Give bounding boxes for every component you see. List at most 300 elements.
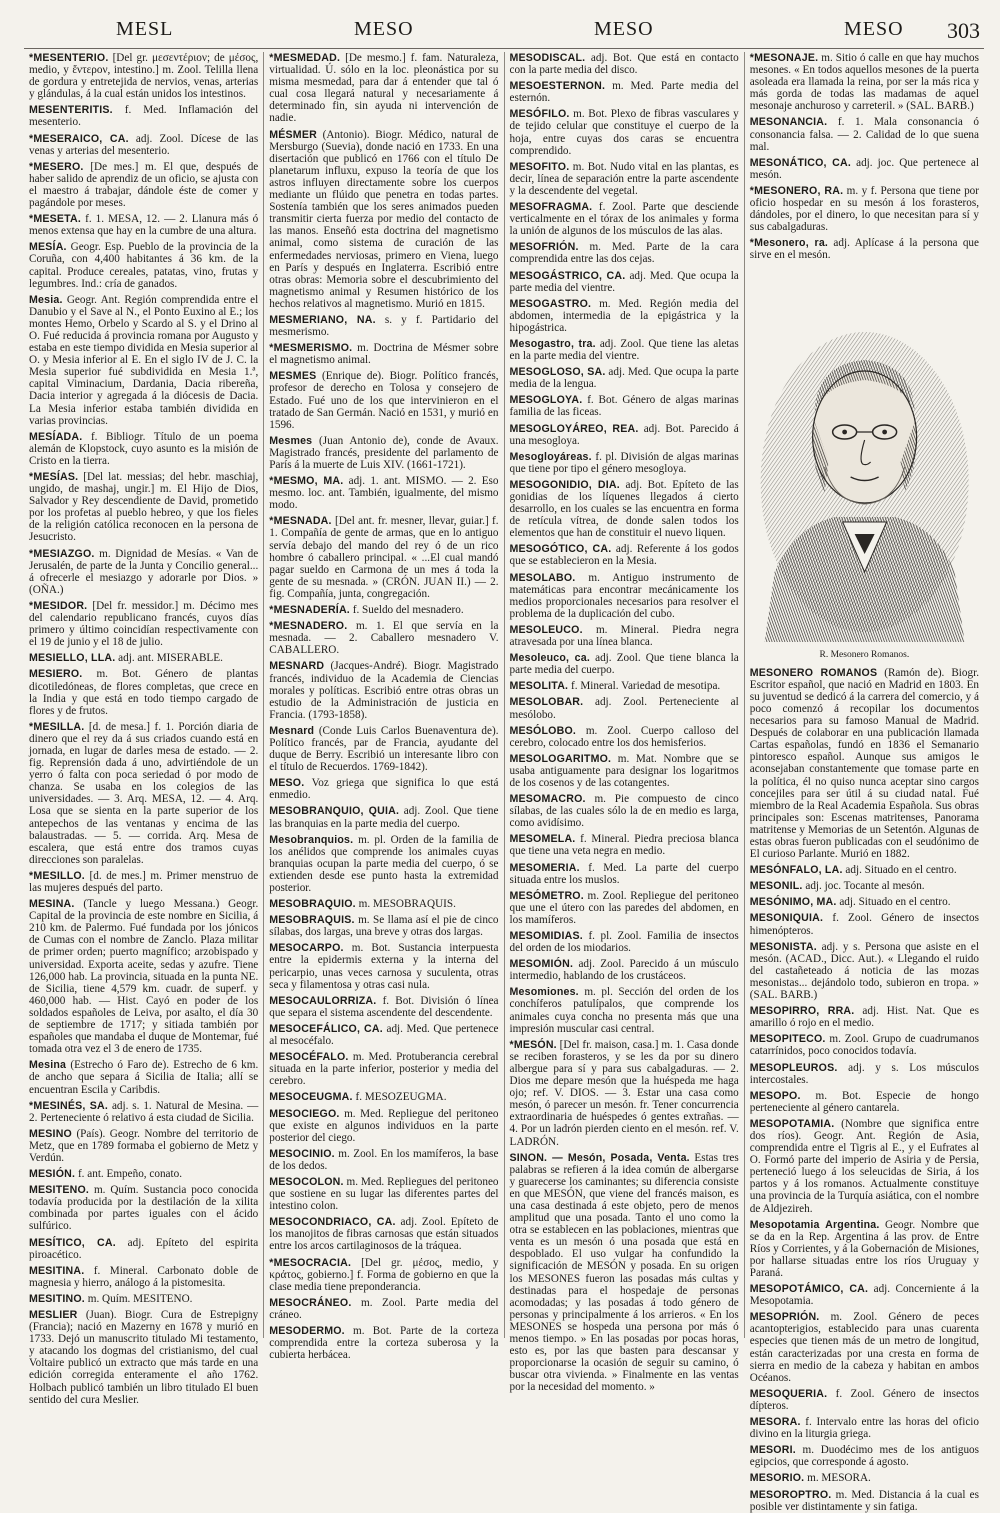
entry-headword: MESINA. (29, 898, 75, 911)
entry-definition: m. Mat. Nombre que se usaba antiguamente para designar los logaritmos de los cosenos y de las cotangentes. (509, 752, 739, 789)
entry-definition: m. Med. Región media del abdomen, intermedia de la epigástrica y la hipogástrica. (509, 297, 739, 334)
entry-headword: MESOPOTAMIA. (749, 1117, 835, 1130)
entry-definition: [d. de mesa.] f. 1. Porción diaria de dinero que el rey da á sus criados cuando está en jornada, en lugar de darles mesa de estado. — 2. fig. Reprensión dada á uno, advirtiéndole de un yerro ó falta con poca seriedad ó por modo de chanza. Se usaba en los colegios de las universidades. — 3. Arq. MESA, 12. — 4. Arq. Losa que se sienta en la parte superior de los antepechos de las ventanas y encima de las balaustradas. — 5. — corrida. Arq. Mesa de escalera, que está entre dos tramos cuyas direcciones son paralelas. (29, 720, 259, 866)
entry-definition: f. MESOZEUGMA. (355, 1091, 447, 1104)
entry-definition: f. ant. Empeño, conato. (77, 1168, 183, 1181)
dictionary-entry (510, 833, 739, 857)
entry-definition: m. Bot. Género de plantas dicotiledóneas, de flores completas, que crece en la India y que está en todo tiempo cargado de flores y de frutos. (29, 668, 259, 717)
page-number: 303 (947, 18, 980, 43)
dictionary-entry (269, 1176, 498, 1212)
dictionary-entry (750, 912, 979, 936)
entry-definition: m. Med. Repliegue del peritoneo que existe en algunos individuos en la parte posterior del ciego. (269, 1107, 499, 1144)
entry-definition: [Del gr. μέσος, medio, y κράτος, gobierno.] f. Forma de gobierno en que la clase media tiene preponderancia. (269, 1256, 499, 1293)
entry-headword: MESOMIDIAS. (509, 930, 583, 942)
dictionary-entry (510, 394, 739, 418)
entry-definition: m. Quím. MESITENO. (87, 1292, 193, 1305)
entry-definition: adj. Zool. Epíteto de los manojitos de fibras carnosas que están situados entre los arcos cartilaginosos de la tráquea. (269, 1216, 499, 1253)
dictionary-entry (750, 237, 979, 261)
dictionary-entry (269, 620, 498, 656)
dictionary-entry (269, 1216, 498, 1252)
entry-headword: MESOCONDRIACO, CA. (269, 1216, 396, 1229)
entry-headword: MESORI. (749, 1444, 796, 1457)
entry-definition: m. Zool. Género de peces acantopterigios, establecido para unas cuarenta especies que tienen más de un metro de longitud, están caracterizadas por una cresta en forma de sierra en medio de la cabeza y habitan en ambos Océanos. (749, 1311, 979, 1384)
entry-definition: m. Bot. Sustancia interpuesta entre la epidermis externa y la interna del pericarpio, unas veces carnosa y suculenta, otras seca y filamentosa y otras casi nula. (269, 942, 499, 991)
entry-headword: MESOGLOYA. (509, 394, 583, 407)
entry-headword: MESONÁTICO, CA. (749, 156, 851, 169)
dictionary-entry (269, 995, 498, 1019)
entry-definition: m. Sitio ó calle en que hay muchos mesones. « En todos aquellos mesones de la puerta asoleada era llamada la reina, por ser la más rica y más gorda de todas las madamas de aquel mesonaje anchuroso y carreteril. » (SAL. BARB.) (749, 52, 980, 113)
entry-headword: MÉSMER (269, 128, 317, 141)
dictionary-entry (29, 213, 258, 237)
entry-headword: MESONANCIA. (749, 116, 828, 129)
dictionary-entry (750, 1444, 979, 1468)
entry-headword: Mesogastro, tra. (509, 337, 596, 350)
dictionary-entry (510, 241, 739, 265)
text-columns (24, 52, 984, 1513)
entry-headword: *MESETA. (29, 213, 82, 226)
dictionary-entry (750, 941, 979, 1001)
entry-headword: *MESONERO, RA. (749, 184, 844, 197)
dictionary-entry (510, 652, 739, 676)
entry-headword: MESOPIRRO, RRA. (749, 1005, 855, 1018)
entry-definition: m. 1. El que servía en la mesnada. — 2. Caballero mesnadero V. CABALLERO. (269, 620, 499, 657)
entry-definition: m. MESORA. (807, 1472, 871, 1485)
entry-headword: MESONERO ROMANOS (749, 666, 878, 679)
dictionary-entry (29, 241, 258, 289)
entry-definition: m. pl. Orden de la familia de los anélidos que comprende los animales cuyas branquias ocupan la parte media del cuerpo, ó se extienden desde ese punto hasta la extremidad posterior. (269, 833, 499, 894)
entry-definition: adj. Bot. Parecido á una mesogloya. (509, 422, 739, 447)
dictionary-entry (510, 793, 739, 829)
entry-definition: adj. Concerniente á la Mesopotamia. (749, 1283, 979, 1308)
dictionary-entry (29, 133, 258, 157)
entry-headword: MESOCÉFALO. (269, 1051, 349, 1064)
dictionary-entry (510, 451, 739, 475)
guide-word-right: MESO (844, 18, 904, 40)
dictionary-entry (510, 986, 739, 1034)
dictionary-entry (750, 1416, 979, 1440)
entry-definition: adj. y s. Los músculos intercostales. (749, 1061, 979, 1086)
entry-headword: MESO. (269, 777, 305, 790)
entry-headword: *MESERO. (29, 160, 84, 173)
entry-definition: Geogr. Ant. Región comprendida entre el Danubio y el Save al N., el Ponto Euxino al E.; los montes Hemo, Orbelo y Scardo al S. y el Drino al O. Fué reducida á provincia romana por Augusto y estaba en este tiempo dividida en Mesia superior al O. y Mesia inferior al E. En el siglo IV de J. C. la Mesia superior fué subdividida en Mesia 1.ª, capital Viminacium, Dardania, Dacia ribereña, Dacia interior y agregada á la diócesis de Dacia. La Mesia inferior estaba también dividida en varias provincias. (29, 293, 259, 427)
entry-headword: *MESIDOR. (29, 599, 88, 612)
entry-definition: m. Se llama así el pie de cinco sílabas, dos largas, una breve y otras dos largas. (269, 914, 499, 939)
dictionary-entry (750, 1489, 979, 1513)
entry-definition: m. MESOBRAQUIS. (358, 898, 456, 911)
entry-headword: MESOBRAQUIS. (269, 914, 355, 927)
dictionary-entry (510, 543, 739, 567)
entry-definition: Geogr. Nombre que se da en la Rep. Argentina á las prov. de Entre Ríos y Corrientes, y á la Gobernación de Misiones, por hallarse situadas entre los ríos Uruguay y Paraná. (749, 1218, 979, 1279)
entry-headword: MESOGÁSTRICO, CA. (509, 269, 626, 282)
dictionary-entry (510, 725, 739, 749)
dictionary-entry (750, 667, 979, 861)
dictionary-entry (750, 1062, 979, 1086)
entry-definition: adj. ant. MISERABLE. (118, 652, 223, 665)
guide-word-left: MESL (116, 18, 174, 40)
entry-definition: m. Med. Parte de la cara comprendida entre las dos cejas. (509, 241, 739, 266)
dictionary-entry (510, 270, 739, 294)
entry-headword: *MESÍAS. (29, 471, 79, 483)
dictionary-entry (29, 294, 258, 427)
entry-definition: f. Bot. Género de algas marinas familia de las ficeas. (509, 394, 739, 419)
entry-definition: f. Med. Inflamación del mesenterio. (29, 104, 259, 129)
entry-headword: MESOCEUGMA. (269, 1091, 353, 1104)
page-header (24, 0, 984, 49)
entry-headword: MESOLABO. (509, 571, 576, 584)
dictionary-entry (29, 104, 258, 128)
entry-headword: MESOCEFÁLICO, CA. (269, 1022, 383, 1035)
entry-definition: f. Intervalo entre las horas del oficio divino en la liturgia griega. (749, 1416, 980, 1441)
entry-definition: m. Zool. En los mamíferos, la base de los dedos. (269, 1147, 499, 1172)
dictionary-entry (29, 1100, 258, 1124)
entry-definition: (País). Geogr. Nombre del territorio de Metz, que en 1789 formaba el gobierno de Metz y Verdún. (29, 1127, 259, 1164)
entry-headword: MESOCRÁNEO. (269, 1296, 352, 1309)
entry-definition: adj. Zool. Que tiene blanca la parte media del cuerpo. (509, 652, 739, 677)
dictionary-entry (750, 1118, 979, 1215)
entry-headword: MESOQUERIA. (749, 1387, 828, 1400)
dictionary-entry (269, 604, 498, 616)
entry-headword: MESONIQUIA. (749, 912, 824, 925)
entry-headword: MESÓFILO. (509, 108, 570, 121)
dictionary-entry (269, 898, 498, 910)
entry-headword: MESODISCAL. (509, 52, 586, 64)
dictionary-entry (510, 958, 739, 982)
dictionary-entry (29, 1309, 258, 1406)
entry-definition: m. Pie compuesto de cinco sílabas, de las cuales sólo la de en medio es larga, como avidísimo. (509, 793, 739, 830)
entry-definition: m. Bot. Plexo de fibras vasculares y de tejido celular que constituye el cuerpo de la hoja, entre cuyas dos caras se encuentra comprendido. (509, 108, 739, 157)
entry-headword: MESOGONIDIO, DIA. (509, 478, 620, 491)
entry-definition: (Jacques-André). Biogr. Magistrado francés, individuo de la Academia de Ciencias morales y políticas. Escribió entre otras obras un estudio de la Administración de justicia en Francia. (1793-1858). (269, 660, 499, 721)
entry-headword: MESÍA. (29, 241, 67, 254)
entry-definition: adj. Med. Que pertenece al mesocéfalo. (269, 1022, 499, 1048)
entry-headword: *MESINÉS, SA. (29, 1099, 109, 1112)
dictionary-entry (29, 652, 258, 664)
dictionary-entry (750, 157, 979, 181)
dictionary-entry (269, 1108, 498, 1144)
entry-definition: m. Quím. Sustancia poco conocida todavía producida por la destilación de la xilita combinada por partes iguales con el ácido sulfúrico. (29, 1184, 259, 1233)
entry-headword: MESENTERITIS. (29, 104, 113, 117)
dictionary-entry (269, 129, 498, 310)
entry-headword: MESOLOBAR. (509, 696, 584, 709)
dictionary-entry (269, 1051, 498, 1087)
entry-definition: m. Zool. Repliegue del peritoneo que une el útero con las paredes del abdomen, en los mamíferos. (509, 889, 739, 926)
entry-definition: m. Zool. Grupo de cuadrumanos catarrínidos, poco conocidos todavía. (749, 1033, 980, 1058)
entry-headword: MESONIL. (749, 880, 803, 893)
dictionary-entry (750, 1090, 979, 1114)
entry-definition: [Del lat. messias; del hebr. maschiaj, ungido, de mashaj, ungir.] m. El Hijo de Dios, Salvador y Rey descendiente de David, prometido por los profetas al pueblo hebreo, y que los fieles de la religión católica reconocen en la persona de Jesucristo. (29, 471, 259, 544)
entry-headword: Mesoleuco, ca. (509, 652, 590, 665)
entry-definition: [Del ant. fr. mesner, llevar, guiar.] f. 1. Compañía de gente de armas, que en lo antiguo servía debajo del mando del rey ó de un rico hombre ó caballero principal. « ...El cual mandó pagar sueldo en Carmona de un mes á toda la gente de su mesnada. » (CRÓN. JUAN II.) — 2. fig. Compañía, junta, congregación. (269, 515, 499, 600)
entry-headword: *Mesonero, ra. (749, 237, 829, 250)
dictionary-entry (750, 185, 979, 233)
entry-definition: f. pl. División de algas marinas que tiene por tipo el género mesogloya. (509, 450, 739, 475)
dictionary-entry (29, 1128, 258, 1164)
entry-definition: s. y f. Partidario del mesmerismo. (269, 313, 499, 339)
entry-definition: f. 1. MESA, 12. — 2. Llanura más ó menos extensa que hay en la cumbre de una altura. (29, 213, 259, 238)
entry-definition: adj. Hist. Nat. Que es amarillo ó rojo en el medio. (749, 1005, 980, 1030)
entry-headword: Mesina (29, 1059, 67, 1072)
dictionary-entry (750, 1283, 979, 1307)
entry-headword: MESOESTERNON. (509, 80, 606, 93)
entry-definition: m. Mineral. Piedra negra atravesada por una línea blanca. (509, 623, 739, 649)
entry-definition: f. Mineral. Carbonato doble de magnesia y hierro, análogo á la pistomesita. (29, 1264, 259, 1289)
entry-definition: f. Zool. Parte que desciende verticalmente en el tórax de los animales y forma la unión de algunos de los músculos de las alas. (509, 201, 739, 238)
dictionary-entry (510, 161, 739, 197)
entry-headword: MESÓNFALO, LA. (749, 864, 843, 877)
dictionary-entry (510, 1152, 739, 1394)
entry-headword: MESIERO. (29, 668, 83, 681)
entry-headword: MESOROPTRO. (749, 1488, 832, 1501)
dictionary-entry (269, 660, 498, 720)
dictionary-entry (269, 515, 498, 600)
entry-headword: MESOMACRO. (509, 793, 586, 806)
entry-headword: MESMES (269, 370, 317, 383)
dictionary-entry (750, 1033, 979, 1057)
dictionary-entry (29, 548, 258, 596)
entry-definition: m. Antiguo instrumento de matemáticas para encontrar mecánicamente los medios proporcionales necesarios para resolver el problema de la duplicación del cubo. (509, 571, 739, 620)
entry-headword: Mesomiones. (509, 986, 579, 999)
dictionary-entry (29, 1293, 258, 1305)
dictionary-entry (269, 475, 498, 511)
entry-headword: MESOCOLON. (269, 1175, 344, 1188)
entry-headword: MESOCARPO. (269, 942, 344, 955)
entry-headword: *MESMERISMO. (269, 342, 353, 355)
dictionary-entry (269, 1148, 498, 1172)
entry-definition: [Del fr. maison, casa.] m. 1. Casa donde se reciben forasteros, y se les da por su dinero albergue para sí y para sus cabalgaduras. — 2. Dios me depare mesón que la huéspeda me haga ojo; ref. V. DIOS. — 3. Estar una casa como mesón, ó parecer un mesón. fr. Tener concurrencia extraordinaria de huéspedes ó gentes extrañas. — 4. Por un ladrón pierden ciento en el mesón. ref. V. LADRÓN. (509, 1038, 739, 1148)
entry-headword: Mesia. (29, 293, 63, 306)
entry-definition: [De mes.] m. El que, después de haber salido de aprendiz de un oficio, se ajusta con el maestro á trabajar, dándole éste de comer y pagándole por meses. (29, 160, 259, 210)
dictionary-entry (510, 479, 739, 539)
entry-definition: (Estrecho ó Faro de). Estrecho de 6 km. de ancho que separa á Sicilia de Italia; allí se encuentran Escila y Caribdis. (29, 1059, 259, 1096)
dictionary-entry (750, 1472, 979, 1484)
entry-headword: MESOCINIO. (269, 1147, 335, 1160)
entry-headword: MESOFRIÓN. (509, 241, 579, 254)
entry-headword: MESOPITECO. (749, 1033, 826, 1046)
entry-definition: f. Sueldo del mesnadero. (352, 604, 464, 617)
column-1 (24, 52, 263, 1406)
entry-definition: adj. Zool. Que tiene las branquias en la parte media del cuerpo. (269, 805, 499, 830)
entry-headword: MESOMELA. (509, 833, 576, 846)
entry-definition: [Del fr. messidor.] m. Décimo mes del calendario republicano francés, cuyos días primero y último coincidían respectivamente con el 19 de junio y el 18 de julio. (29, 599, 259, 649)
entry-headword: MESÍADA. (29, 430, 83, 443)
entry-definition: m. Bot. Parte de la corteza comprendida entre la corteza suberosa y la cubierta herbácea. (269, 1325, 499, 1362)
entry-headword: MESOGLOYÁREO, REA. (509, 422, 639, 435)
entry-headword: MESÓLOBO. (509, 724, 577, 737)
entry-headword: *MESIAZGO. (29, 547, 95, 560)
portrait-mesonero-romanos (750, 272, 979, 642)
entry-headword: MESOGASTRO. (509, 297, 592, 310)
dictionary-entry (510, 572, 739, 620)
entry-headword: MESORA. (749, 1416, 801, 1429)
dictionary-entry (750, 52, 979, 112)
dictionary-entry (269, 834, 498, 894)
entry-headword: Mesmes (269, 434, 313, 447)
entry-definition: adj. Zool. Parecido á un músculo intermedio, hablando de los crustáceos. (509, 958, 739, 983)
entry-headword: MESOPRIÓN. (749, 1311, 820, 1324)
dictionary-entry (29, 471, 258, 544)
entry-definition: adj. s. 1. Natural de Mesina. — 2. Perteneciente ó relativo á esta ciudad de Sicilia. (29, 1099, 259, 1124)
dictionary-entry (29, 898, 258, 1055)
entry-headword: *MESMEDAD. (269, 52, 341, 64)
entry-headword: MESÓMETRO. (509, 889, 584, 902)
entry-headword: MESOFITO. (509, 160, 570, 173)
entry-definition: [Del gr. μεσεντέριον; de μέσος, medio, y ἔντερον, intestino.] m. Zool. Telilla llena de gordura y entretejida de nervios, venas, arterias y glándulas, á la cual están unidos los intestinos. (29, 52, 259, 101)
entry-definition: m. Med. Parte media del esternón. (509, 80, 739, 105)
entry-definition: (Tancle y luego Messana.) Geogr. Capital de la provincia de este nombre en Sicilia, á 210 km. de Palermo. Fué fundada por los jónicos de Cumas con el nombre de Zanclo. Plaza militar de primer orden; puerto magnífico; arzobispado y universidad. Exporta aceite, sedas y azufre. Tiene 126,000 hab. La provincia, situada en la punta NE. de Sicilia, tiene 4,579 km. cuadr. de superf. y 460,000 hab. — Hist. Cayó en poder de los soldados españoles de Leiva, por asalto, el día 30 de septiembre de 1717; y sitiada también por españoles que mandaba el duque de Montemar, fué tomada otra vez el 3 de enero de 1735. (29, 898, 259, 1056)
entry-headword: *MESNADERO. (269, 620, 348, 633)
entry-headword: SINON. — Mesón, Posada, Venta. (509, 1151, 690, 1164)
entry-headword: *MESILLO. (29, 869, 85, 882)
entry-headword: MESITINA. (29, 1264, 85, 1277)
entry-definition: m. Zool. Cuerpo calloso del cerebro, colocado entre los dos hemisferios. (509, 724, 739, 749)
entry-definition: f. Bibliogr. Título de un poema alemán de Klopstock, cuyo asunto es la misión de Cristo en la tierra. (29, 430, 259, 467)
entry-headword: MESOLOGARITMO. (509, 752, 612, 765)
entry-definition: (Antonio). Biogr. Médico, natural de Mersburgo (Suevia), donde nació en 1733. En una disertación que publicó en 1766 con el título De planetarum influxu, expuso la teoría de que los astros influyen directamente sobre los cuerpos mediante un flúido que penetra en todas partes. Sostenía también que los seres animados pueden transmitir cierta fuerza por medio del contacto de las manos. Enseñó esta doctrina del magnetismo animal, como sistema de curación de las enfermedades nerviosas, primero en Viena, luego en París y después en Inglaterra. Escribió entre otras obras: Memoria sobre el descubrimiento del magnetismo animal y Resumen histórico de los hechos relativos al magnetismo. Murió en 1815. (269, 128, 499, 310)
entry-headword: MESLIER (29, 1309, 78, 1321)
entry-definition: adj. y s. Persona que asiste en el mesón. (ACAD., Dicc. Aut.). « Llegando el ruido del castañeteado á noticia de las mozas mesonistas... dejándolo todo, subieron en tropa. » (SAL. BARB.) (749, 940, 979, 1002)
entry-definition: f. Mineral. Variedad de mesotipa. (571, 680, 721, 693)
entry-definition: adj. Bot. Epíteto de las gonidias de los líquenes llegados á cierto desarrollo, en los cuales se las encuentra en forma de retícula vítrea, de donde salen todos los elementos que han de constituir el nuevo liquen. (509, 478, 739, 540)
dictionary-entry (29, 1237, 258, 1261)
entry-headword: MESOPO. (749, 1089, 801, 1102)
dictionary-entry (510, 80, 739, 104)
entry-headword: *MESNADERÍA. (269, 604, 350, 617)
entry-headword: *MESERAICO, CA. (29, 132, 129, 145)
entry-definition: [De mesmo.] f. fam. Naturaleza, virtualidad. Ú. sólo en la loc. pleonástica por su misma mesmedad, para dar á entender que tal ó cual cosa llegará natural y necesariamente á determinado fin, sin ayuda ni intervención de nadie. (269, 52, 499, 125)
dictionary-entry (29, 52, 258, 100)
dictionary-entry (269, 370, 498, 430)
entry-headword: *MESNADA. (269, 515, 332, 528)
entry-definition: (Juan). Biogr. Cura de Estrepigny (Francia); nació en Mazerny en 1678 y murió en 1733. Dejó un manuscrito titulado Mi testamento, y atacando los dogmas del cristianismo, del cual Voltaire publicó un extracto que más tarde en una edición corregida enteramente el año 1762. Holbach publicó también un libro titulado El buen sentido del cura Meslier. (29, 1309, 259, 1406)
dictionary-entry (269, 314, 498, 338)
dictionary-entry (750, 864, 979, 876)
entry-definition: Voz griega que significa lo que está enmedio. (269, 777, 499, 802)
entry-definition: m. Med. Distancia á la cual es posible ver distintamente y sin fatiga. (749, 1488, 979, 1513)
entry-definition: m. y f. Persona que tiene por oficio hospedar en su mesón á los forasteros, dándoles, por el dinero, lo que necesitan para sí y sus cabalgaduras. (749, 184, 980, 234)
dictionary-entry (510, 696, 739, 720)
entry-headword: MESORIO. (749, 1472, 805, 1485)
entry-definition: f. Zool. Género de insectos himenópteros. (749, 912, 979, 937)
entry-headword: MESINO (29, 1127, 72, 1140)
entry-definition: f. Bot. División ó línea que separa el sistema ascendente del descendente. (269, 994, 499, 1019)
dictionary-entry (510, 338, 739, 362)
dictionary-entry (269, 725, 498, 773)
dictionary-entry (510, 423, 739, 447)
dictionary-entry (269, 805, 498, 829)
entry-definition: (Juan Antonio de), conde de Avaux. Magistrado francés, presidente del parlamento de París á la muerte de Luis XIV. (1661-1721). (269, 434, 499, 471)
portrait-caption: R. Mesonero Romanos. (819, 649, 910, 660)
dictionary-entry (269, 435, 498, 471)
dictionary-entry (750, 1005, 979, 1029)
entry-definition: m. Doctrina de Mésmer sobre el magnetismo animal. (269, 342, 499, 367)
entry-headword: MESÓNIMO, MA. (749, 896, 837, 909)
entry-headword: Mesobranquios. (269, 833, 354, 846)
dictionary-entry (510, 890, 739, 926)
dictionary-entry (750, 880, 979, 892)
guide-word-mid2: MESO (594, 18, 654, 40)
dictionary-entry (510, 1039, 739, 1148)
dictionary-entry (750, 1311, 979, 1384)
entry-headword: MESOCIEGO. (269, 1107, 340, 1120)
entry-definition: adj. Zool. Perteneciente al mesólobo. (509, 696, 739, 721)
entry-definition: adj. Bot. Que está en contacto con la parte media del disco. (509, 52, 739, 77)
entry-headword: MESOBRANQUIO, QUIA. (269, 805, 400, 818)
entry-definition: f. 1. Mala consonancia ó consonancia falsa. — 2. Calidad de lo que suena mal. (749, 116, 980, 153)
dictionary-entry (510, 862, 739, 886)
entry-definition: adj. Situado en el centro. (839, 896, 951, 909)
entry-definition: adj. Aplícase á la persona que sirve en el mesón. (749, 237, 979, 262)
dictionary-entry (750, 116, 979, 152)
column-4 (744, 52, 984, 1513)
entry-headword: *MESILLA. (29, 720, 85, 733)
entry-headword: MESITENO. (29, 1184, 90, 1197)
entry-definition: adj. Zool. Dícese de las venas y arterias del mesenterio. (29, 132, 259, 157)
entry-definition: adj. Situado en el centro. (845, 864, 957, 877)
dictionary-entry (29, 1059, 258, 1095)
entry-headword: Mesopotamia Argentina. (749, 1218, 880, 1231)
dictionary-entry (29, 600, 258, 648)
dictionary-entry (269, 1297, 498, 1321)
entry-definition: Estas tres palabras se refieren á la idea común de albergarse y guarecerse los caminantes; su diferencia consiste en que MESÓN, que viene del francés maison, es una casa destinada á este objeto, pero de menos amplitud que una posada. Tanto el uno como la otra se establecen en las poblaciones, mientras que venta es un mesón ó una posada que está en despoblado. El uso vulgar ha confundido la significación de MESÓN y posada. En su origen los MESONES fueron las posadas más cultas y destinadas para el hospedaje de personas acomodadas; y las posadas á todo género de personas y principalmente á los arrieros. « En los MESONES se hospeda una persona por más ó menos tiempo. » En las posadas por pocas horas, esto es, por las que basten para descansar y proporcionarse la ocasión de seguir su camino, ó buscar otra vivienda. » Finalmente en las ventas por la necesidad del momento. » (509, 1151, 739, 1394)
entry-headword: *MESOCRACIA. (269, 1256, 352, 1269)
entry-definition: f. pl. Zool. Familia de insectos del orden de los miodarios. (509, 930, 739, 955)
entry-headword: MESOFRAGMA. (509, 201, 593, 214)
entry-headword: MESONISTA. (749, 940, 817, 953)
entry-definition: f. Mineral. Piedra preciosa blanca que tiene una veta negra en medio. (509, 833, 739, 858)
dictionary-entry (269, 1091, 498, 1103)
entry-definition: adj. Zool. Que tiene las aletas en la parte media del vientre. (509, 337, 739, 363)
entry-headword: MESOBRAQUIO. (269, 898, 356, 911)
dictionary-entry (510, 366, 739, 390)
dictionary-entry (510, 624, 739, 648)
entry-definition: f. Zool. Género de insectos dípteros. (749, 1387, 979, 1412)
entry-definition: (Ramón de). Biogr. Escritor español, que nació en Madrid en 1803. En su juventud se dedicó á la carrera del comercio, y á poco comenzó á recopilar los documentos necesarios para su famoso Manual de Madrid. Después de colaborar en una publicación llamada Cartas españolas, fundó en 1836 el Semanario pintoresco español. Aunque sus amigos le aconsejaban constantemente que tomase parte en la política, él no quiso nunca aceptar sino cargos concejiles para ser útil á su ciudad natal. Fué miembro de la Real Academia Española. Sus obras principales son: Escenas matritenses, Panorama matritense y Memorias de un Setentón. Algunas de estas obras fueron publicadas con el seudónimo de El curioso Parlante. Murió en 1882. (749, 666, 979, 861)
entry-headword: MESOCAULORRIZA. (269, 994, 377, 1007)
entry-definition: adj. Med. Que ocupa la parte media de la lengua. (509, 366, 739, 391)
dictionary-entry (750, 896, 979, 908)
dictionary-entry (750, 1388, 979, 1412)
dictionary-entry (510, 753, 739, 789)
entry-definition: adj. Med. Que ocupa la parte media del vientre. (509, 269, 739, 294)
entry-definition: Geogr. Esp. Pueblo de la provincia de la Coruña, con 4,400 habitantes á 36 km. de la capital. Produce cereales, patatas, vino, frutas y legumbres. Ind.: cría de ganados. (29, 241, 259, 290)
dictionary-entry (29, 721, 258, 866)
entry-headword: MESOPLEUROS. (749, 1061, 838, 1074)
entry-definition: (Conde Luis Carlos Buenaventura de). Político francés, par de Francia, ayudante del duque de Berry. Escribió un interesante libro con el título de Recuerdos. 1769-1842). (269, 724, 499, 774)
entry-headword: *MESMO, MA. (269, 475, 344, 488)
dictionary-entry (269, 1257, 498, 1293)
entry-definition: m. pl. Sección del orden de los conchíferos patulípalos, que comprende los animales cuya concha no presenta más que una impresión muscular casi central. (509, 986, 739, 1035)
dictionary-entry (510, 52, 739, 76)
entry-headword: MESOLEUCO. (509, 623, 583, 636)
entry-definition: f. Med. La parte del cuerpo situada entre los muslos. (509, 861, 739, 886)
dictionary-entry (29, 1184, 258, 1232)
dictionary-entry (269, 52, 498, 125)
entry-headword: *MESÓN. (509, 1038, 557, 1051)
entry-definition: adj. Referente á los godos que se establecieron en la Mesia. (509, 543, 739, 568)
entry-headword: MESIÓN. (29, 1168, 76, 1181)
entry-headword: MESOPOTÁMICO, CA. (749, 1283, 869, 1296)
dictionary-entry (269, 342, 498, 366)
entry-headword: Mesogloyáreas. (509, 450, 592, 463)
entry-definition: m. Duodécimo mes de los antiguos egipcios, que corresponde á agosto. (749, 1444, 980, 1469)
entry-definition: adj. joc. Que pertenece al mesón. (749, 156, 980, 181)
dictionary-entry (29, 1265, 258, 1289)
entry-definition: adj. 1. ant. MISMO. — 2. Eso mesmo. loc. ant. También, igualmente, del mismo modo. (269, 475, 499, 512)
column-2 (263, 52, 503, 1362)
entry-headword: *MESONAJE. (749, 52, 819, 64)
guide-word-mid1: MESO (354, 18, 414, 40)
entry-headword: MESOGÓTICO, CA. (509, 543, 612, 556)
